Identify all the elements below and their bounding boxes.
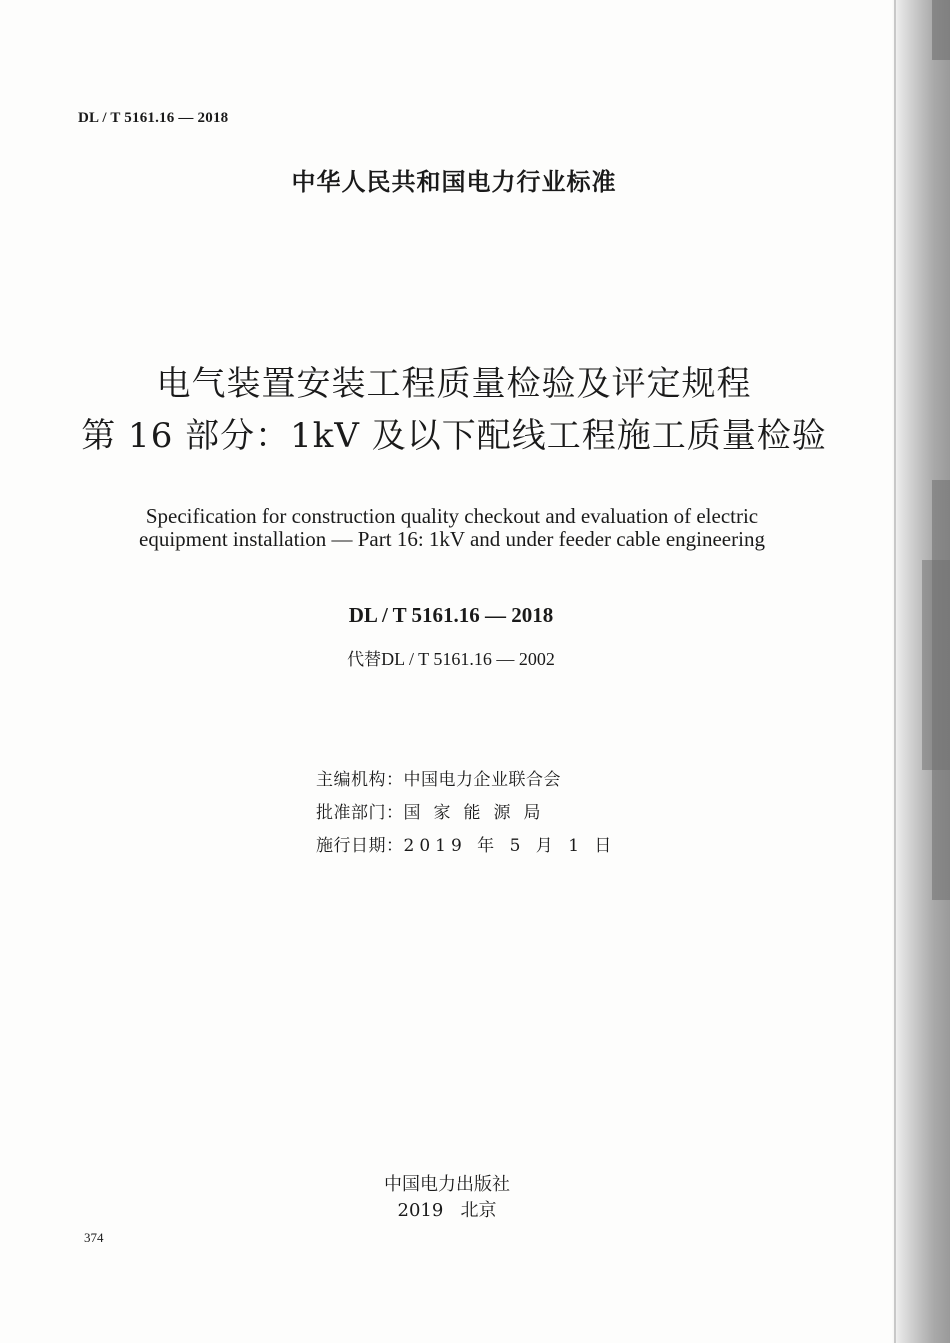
- editor-row: [316, 765, 561, 790]
- replaces-prefix: 代替: [347, 650, 382, 670]
- chinese-title-line-2: 第 16 部分：1kV 及以下配线工程施工质量检验: [81, 416, 827, 456]
- replaces-standard: [0, 645, 902, 670]
- english-title-line-2: equipment installation — Part 16: 1kV and under feeder cable engineering: [139, 527, 765, 551]
- approver-row: [316, 798, 554, 823]
- approver-value: 国家能源局: [403, 803, 554, 823]
- replaces-code: DL / T 5161.16 — 2002: [381, 649, 555, 669]
- effective-date-row: [316, 831, 616, 856]
- issuing-organization-header: 中华人民共和国电力行业标准: [291, 168, 617, 196]
- publication-year-place: 2019 北京: [397, 1200, 497, 1221]
- effective-date-label: 施行日期：: [316, 836, 404, 856]
- header-standard-code: DL / T 5161.16 — 2018: [78, 110, 229, 126]
- chinese-title-line-1: 电气装置安装工程质量检验及评定规程: [156, 364, 752, 404]
- page-number: 374: [84, 1230, 104, 1245]
- standard-code: DL / T 5161.16 — 2018: [348, 603, 554, 627]
- editor-value: 中国电力企业联合会: [403, 770, 561, 790]
- approver-label: 批准部门：: [316, 803, 404, 823]
- editor-label: 主编机构：: [316, 770, 404, 790]
- publisher-name: 中国电力出版社: [384, 1174, 510, 1195]
- english-title-line-1: Specification for construction quality checkout and evaluation of electric: [145, 504, 759, 528]
- effective-date-value: 2019 年 5 月 1 日: [403, 836, 617, 856]
- scan-binding-edge: [892, 0, 950, 1343]
